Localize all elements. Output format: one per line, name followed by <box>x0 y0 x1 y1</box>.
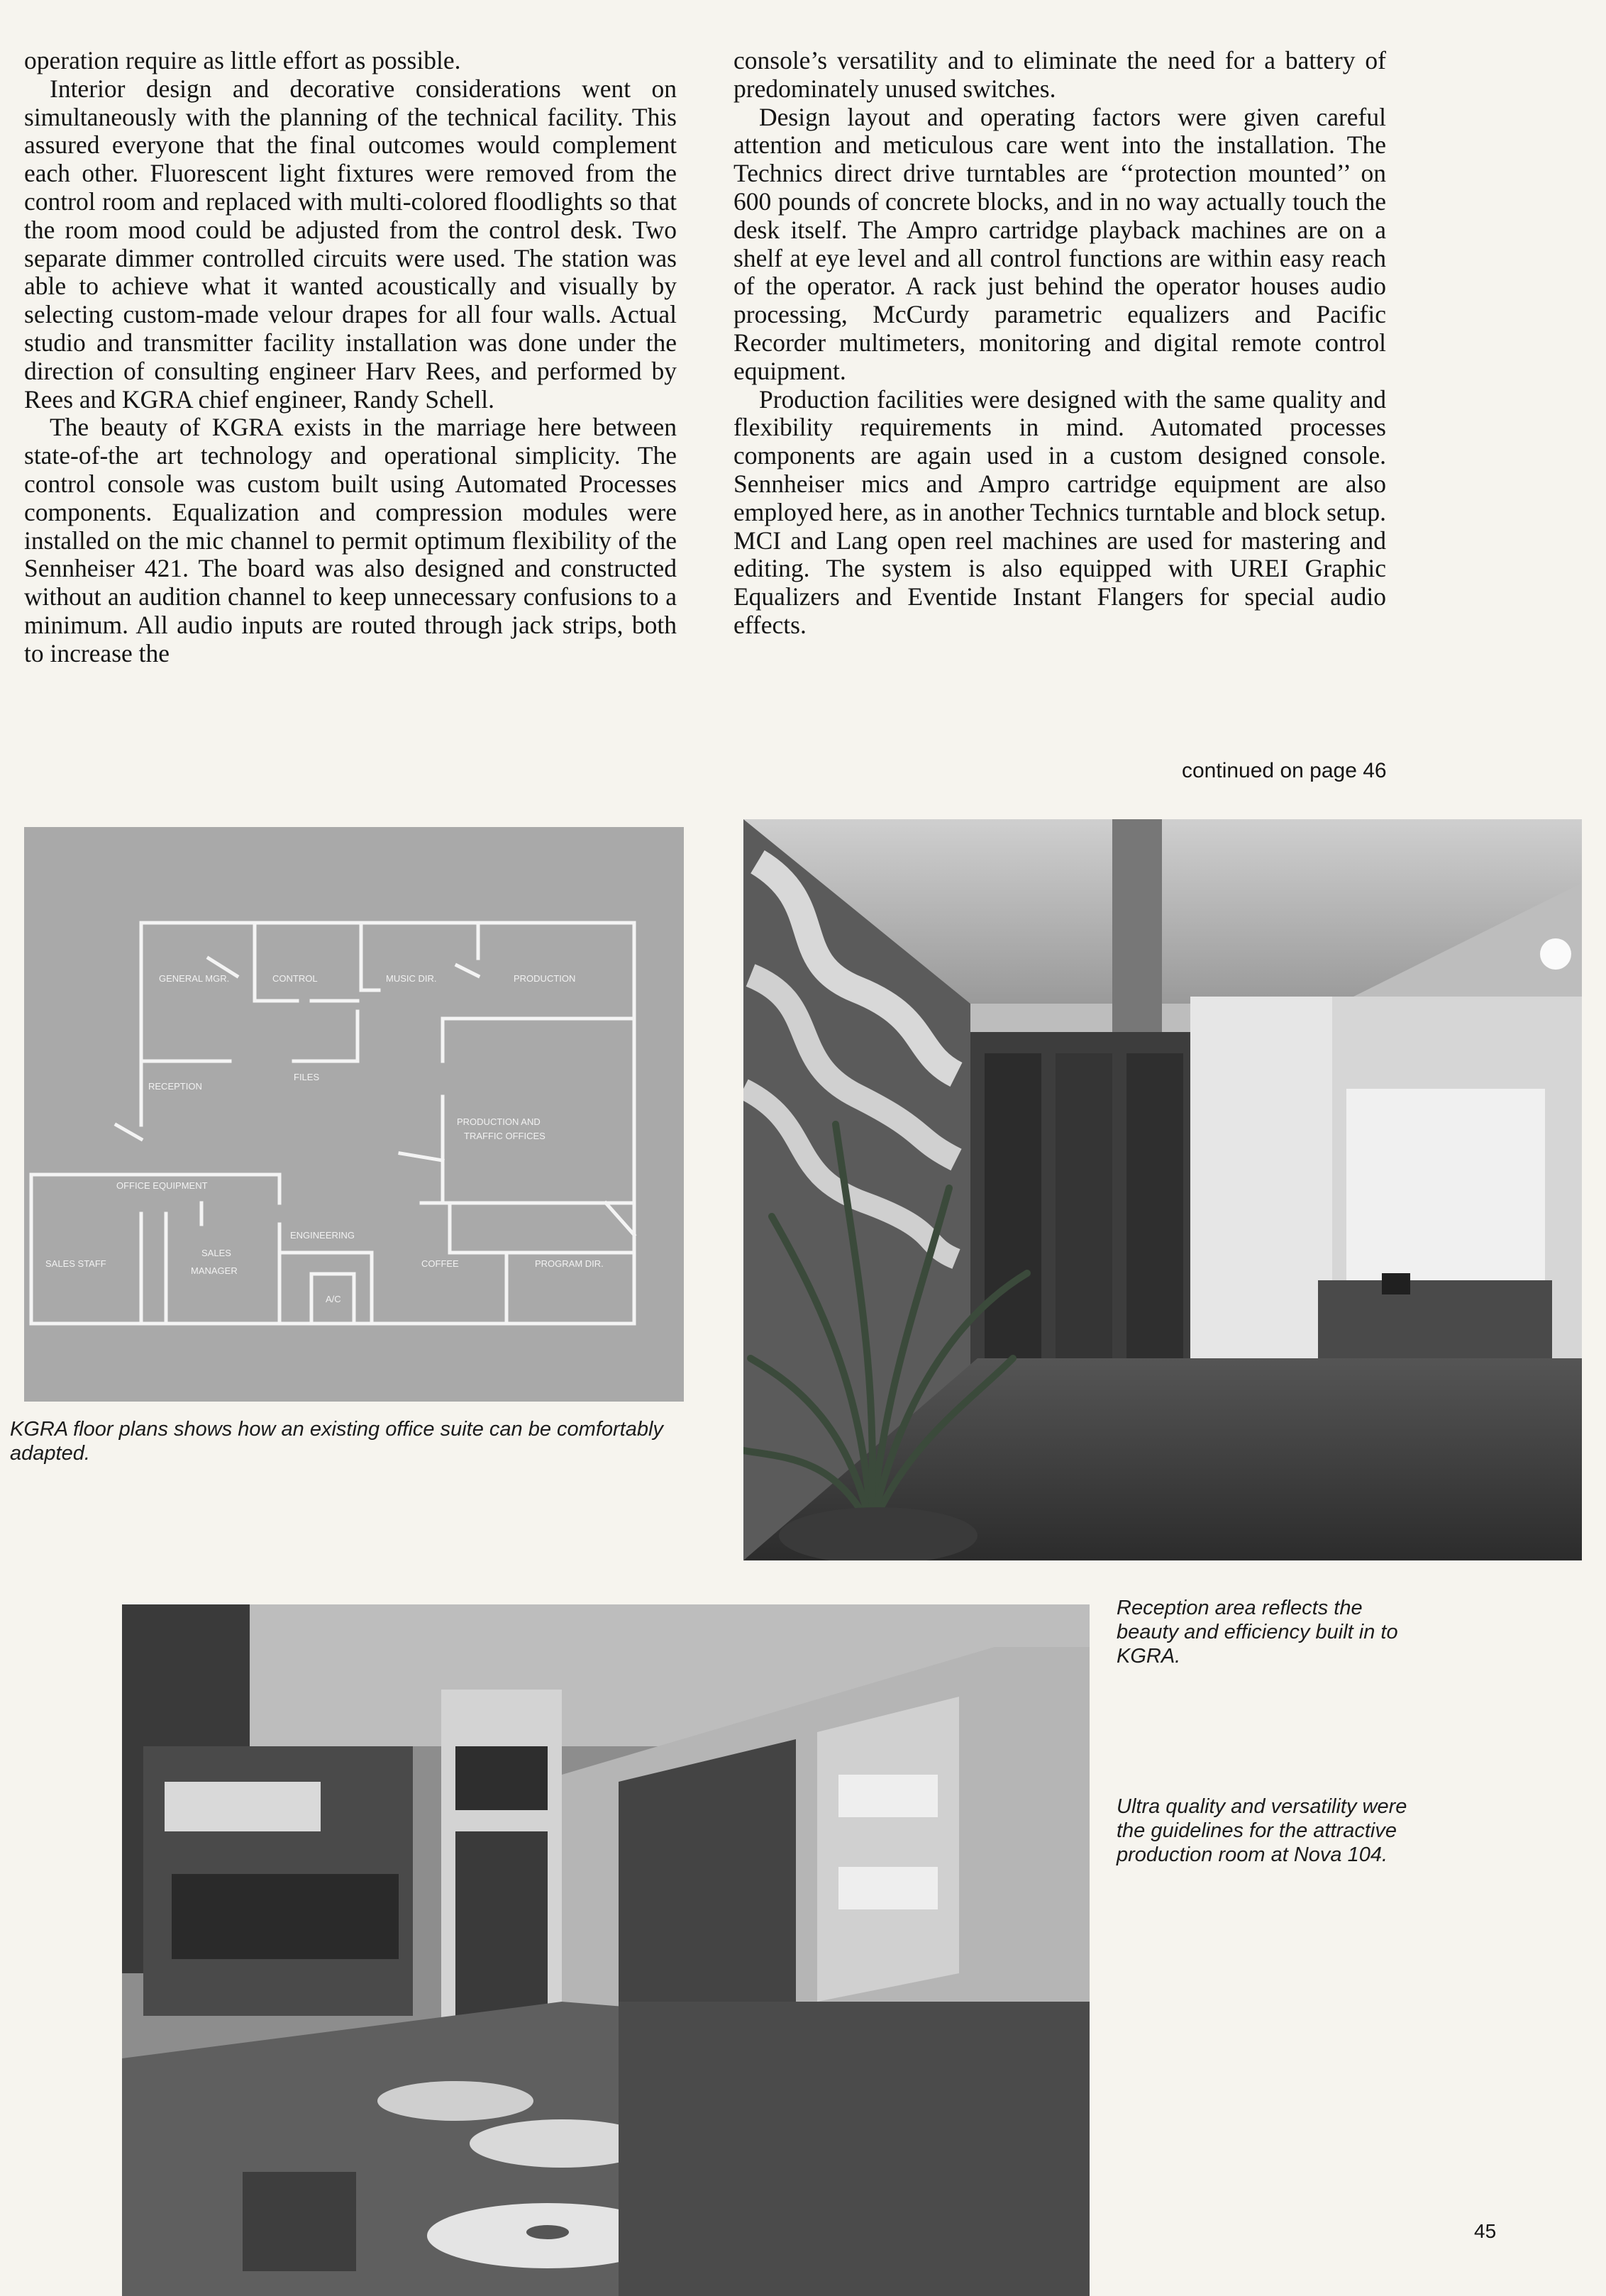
paragraph: The beauty of KGRA exists in the marriage here between state-of-the art technology and operational simplicity. The control console was custom built using Automated Processes components. Equalization and compression modules were installed on the mic channel to permit optimum flexibility of the Sennheiser 421. The board was also designed and constructed without an audition channel to keep unnecessary confusions to a minimum. All audio inputs are routed through jack strips, both to increase the <box>24 413 677 667</box>
paragraph: operation require as little effort as possible. <box>24 46 461 74</box>
paragraph: Interior design and decorative considerations went on simultaneously with the planning of the technical facility. This assured everyone that the final outcomes would complement each other. Fluorescent light fixtures were removed from the control room and replaced with multi-colored floodlights so that the room mood could be adjusted from the control desk. Two separate dimmer controlled circuits were used. The station was able to achieve what it wanted acoustically and visually by selecting custom-made velour drapes for all four walls. Actual studio and transmitter facility installation was done under the direction of consulting engineer Harv Rees, and performed by Rees and KGRA chief engineer, Randy Schell. <box>24 74 677 414</box>
article-column-right <box>733 47 1386 640</box>
room-label-office-equipment: OFFICE EQUIPMENT <box>116 1180 208 1191</box>
room-label-production-traffic-2: TRAFFIC OFFICES <box>464 1131 546 1141</box>
article-column-left <box>24 47 677 668</box>
room-label-files: FILES <box>294 1072 320 1082</box>
production-room-caption: Ultra quality and versatility were the guidelines for the attractive production room at Nova 104. <box>1117 1795 1407 1866</box>
room-label-production-traffic-1: PRODUCTION AND <box>457 1116 541 1127</box>
room-label-coffee: COFFEE <box>421 1258 459 1269</box>
room-label-engineering: ENGINEERING <box>290 1230 355 1241</box>
page-number: 45 <box>1474 2220 1497 2242</box>
production-room-photo <box>122 1604 1090 2296</box>
reception-caption: Reception area reflects the beauty and efficiency built in to KGRA. <box>1117 1597 1398 1668</box>
room-label-production: PRODUCTION <box>514 973 576 984</box>
production-room-photo-image <box>122 1604 1090 2296</box>
reception-photo <box>743 819 1582 1560</box>
reception-photo-image <box>743 819 1582 1560</box>
paragraph: Production facilities were designed with the same quality and flexibility requirements in mind. Automated processes components are again used in a custom designed console. Sennheiser mics and Ampro cartridge equipment are also employed here, as in another Technics turntable and block setup. MCI and Lang open reel machines are used for mastering and editing. The system is also equipped with UREI Graphic Equalizers and Eventide Instant Flangers for special audio effects. <box>733 384 1386 639</box>
floor-plan-caption: KGRA floor plans shows how an existing office suite can be comfortably adapted. <box>10 1418 663 1465</box>
floor-plan-figure <box>24 827 684 1402</box>
room-label-music-dir: MUSIC DIR. <box>386 973 437 984</box>
paragraph: console’s versatility and to eliminate the need for a battery of predominately unused switches. <box>733 46 1386 103</box>
continued-note: continued on page 46 <box>1182 759 1387 782</box>
room-label-program-dir: PROGRAM DIR. <box>535 1258 604 1269</box>
paragraph: Design layout and operating factors were given careful attention and meticulous care went into the installation. The Technics direct drive turntables are ‘‘protection mounted’’ on 600 pounds of concrete blocks, and in no way actually touch the desk itself. The Ampro cartridge playback machines are on a shelf at eye level and all control functions are within easy reach of the operator. A rack just behind the operator houses audio processing, McCurdy parametric equalizers and Pacific Recorder multimeters, monitoring and digital remote control equipment. <box>733 102 1386 385</box>
room-label-sales-manager-1: SALES <box>201 1248 231 1258</box>
room-label-general-mgr: GENERAL MGR. <box>159 973 230 984</box>
room-label-control: CONTROL <box>272 973 318 984</box>
room-label-sales-manager-2: MANAGER <box>191 1265 238 1276</box>
room-label-ac: A/C <box>326 1294 341 1304</box>
room-label-sales-staff: SALES STAFF <box>45 1258 106 1269</box>
floor-plan-diagram <box>24 827 684 1402</box>
room-label-reception: RECEPTION <box>148 1081 202 1092</box>
